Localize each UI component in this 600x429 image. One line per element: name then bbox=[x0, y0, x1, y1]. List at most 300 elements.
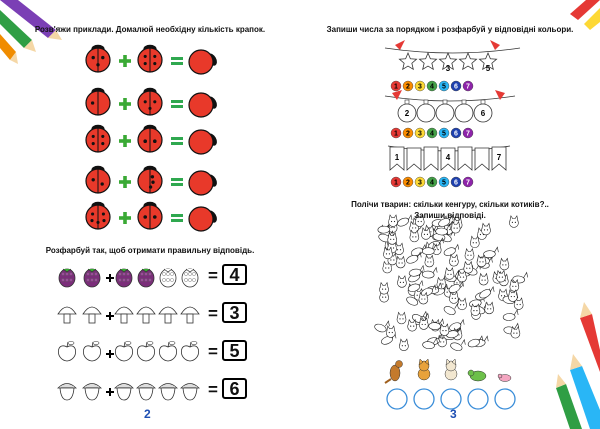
ladybug-equation-row bbox=[86, 88, 219, 117]
animals-instruction-line1: Полічи тварин: скільки кенгуру, скільки котиків?.. bbox=[351, 200, 549, 209]
animal-answer-circle[interactable] bbox=[441, 389, 461, 409]
ladybug-spot bbox=[144, 62, 147, 65]
ladybug-spot bbox=[102, 212, 105, 215]
animal-counting-picture bbox=[374, 215, 528, 352]
ladybug-answer-icon bbox=[189, 207, 219, 231]
animal-ear bbox=[514, 310, 518, 315]
cat-eye bbox=[501, 295, 502, 296]
color-key-number: 4 bbox=[430, 130, 434, 138]
kangaroo-outline-icon bbox=[443, 304, 459, 317]
acorn-icon bbox=[159, 384, 177, 401]
kangaroo-outline-icon bbox=[483, 247, 498, 258]
banner-flag-icon bbox=[407, 148, 421, 170]
berry-seed bbox=[144, 278, 147, 281]
ladybug-equation-row bbox=[86, 125, 219, 154]
mushroom-stem bbox=[165, 314, 171, 323]
cat-eye bbox=[427, 234, 428, 235]
ladybug-spot bbox=[144, 55, 147, 58]
cat-eye bbox=[385, 289, 386, 290]
cat-outline-icon bbox=[496, 271, 505, 283]
pencils-bottom-right-icon bbox=[556, 302, 600, 429]
berry-seed bbox=[69, 272, 72, 275]
berry-seed bbox=[166, 278, 169, 281]
cat-eye bbox=[520, 304, 521, 305]
berry-seed bbox=[162, 272, 165, 275]
berry-seed bbox=[86, 272, 89, 275]
apple-body bbox=[58, 346, 75, 361]
equals-sign bbox=[171, 105, 183, 108]
berry-icon bbox=[160, 269, 176, 287]
cat-eye bbox=[412, 227, 413, 228]
banner-flag-icon bbox=[424, 147, 438, 170]
coloring-row bbox=[58, 307, 199, 323]
acorn-cap bbox=[58, 384, 76, 389]
berry-seed bbox=[122, 272, 125, 275]
cat-eye bbox=[413, 326, 414, 327]
equals-sign bbox=[171, 137, 183, 140]
cat-eye bbox=[484, 229, 485, 230]
kangaroo-head bbox=[396, 361, 403, 368]
mushroom-stem bbox=[187, 314, 193, 323]
ladybug-equation-row bbox=[86, 45, 219, 74]
cat-eye bbox=[516, 333, 517, 334]
color-key-number: 7 bbox=[466, 130, 470, 138]
cat-eye bbox=[391, 221, 392, 222]
acorn-cap bbox=[115, 384, 133, 389]
color-key-number: 5 bbox=[442, 130, 446, 138]
ladybug-spot bbox=[101, 142, 104, 145]
cat-eye bbox=[435, 249, 436, 250]
kangaroo-icon bbox=[385, 361, 403, 384]
cat-outline-icon bbox=[408, 320, 417, 331]
ladybug-spot bbox=[102, 219, 105, 222]
cat-outline-icon bbox=[425, 255, 434, 267]
berry-seed bbox=[126, 278, 129, 281]
cat-eye bbox=[457, 228, 458, 229]
color-key-number: 3 bbox=[418, 179, 422, 187]
mouse-ear bbox=[498, 374, 502, 378]
ornament-number: 2 bbox=[404, 109, 410, 118]
animal-ear bbox=[490, 287, 494, 292]
ornament-icon bbox=[455, 104, 473, 122]
banner-flag-icon bbox=[475, 148, 489, 170]
acorn-body bbox=[183, 388, 197, 400]
apple-leaf bbox=[125, 342, 131, 345]
color-key-number: 4 bbox=[430, 179, 434, 187]
berry-seed bbox=[61, 278, 64, 281]
acorn-body bbox=[139, 388, 153, 400]
ladybug-answer-icon bbox=[189, 130, 219, 154]
acorn-body bbox=[117, 388, 131, 400]
ladybug-spot bbox=[153, 55, 156, 58]
berry-seed bbox=[184, 272, 187, 275]
garlands bbox=[385, 40, 520, 187]
color-key-number: 7 bbox=[466, 83, 470, 91]
equals-sign bbox=[171, 100, 183, 103]
animal-answer-circle[interactable] bbox=[468, 389, 488, 409]
cat-outline-icon bbox=[508, 290, 517, 302]
animal-ear bbox=[524, 272, 528, 277]
cat-eye bbox=[460, 276, 461, 277]
animal-body bbox=[374, 323, 388, 334]
cat-outline-icon bbox=[449, 292, 458, 304]
berry-seed bbox=[140, 278, 143, 281]
cat-eye bbox=[389, 332, 390, 333]
color-key-number: 6 bbox=[454, 83, 458, 91]
animal-ear bbox=[420, 266, 424, 271]
ladybug-spot bbox=[91, 212, 94, 215]
color-key-number: 1 bbox=[394, 130, 398, 138]
apple-leaf bbox=[147, 342, 153, 345]
ladybug-spot bbox=[96, 63, 99, 66]
ladybug-spot bbox=[91, 101, 94, 104]
acorn-icon bbox=[115, 384, 133, 401]
color-key-number: 6 bbox=[454, 179, 458, 187]
plus-sign bbox=[109, 274, 111, 282]
equals-sign bbox=[171, 214, 183, 217]
ladybug-body bbox=[189, 130, 213, 154]
cat-eye bbox=[470, 255, 471, 256]
ladybug-body bbox=[189, 50, 213, 74]
animals-instruction-line2: Запиши відповіді. bbox=[414, 211, 486, 220]
mushroom-stem bbox=[143, 314, 149, 323]
cat-eye bbox=[393, 259, 394, 260]
ladybug-spot bbox=[153, 139, 157, 143]
ornament-garland bbox=[385, 90, 515, 138]
cat-eye bbox=[427, 261, 428, 262]
berry-seed bbox=[122, 278, 125, 281]
animal-body bbox=[503, 313, 515, 321]
ladybug-spot bbox=[92, 178, 95, 181]
ladybug-body bbox=[189, 207, 213, 231]
animal-body bbox=[422, 248, 434, 255]
cat-eye bbox=[393, 247, 394, 248]
cat-eye bbox=[463, 276, 464, 277]
cat-eye bbox=[430, 231, 431, 232]
ladybug-body bbox=[189, 93, 213, 117]
equals-sign-4: = bbox=[208, 380, 218, 399]
cat-eye bbox=[421, 298, 422, 299]
cat-eye bbox=[382, 297, 383, 298]
berry-seed bbox=[162, 278, 165, 281]
acorn-body bbox=[85, 388, 99, 400]
color-key-number: 3 bbox=[418, 83, 422, 91]
cat-eye bbox=[401, 262, 402, 263]
plus-sign bbox=[123, 135, 127, 147]
berry-seed bbox=[166, 272, 169, 275]
berry-seed bbox=[65, 278, 68, 281]
ladybug-answer-icon bbox=[189, 93, 219, 117]
animal-ear bbox=[419, 281, 423, 286]
animal-answer-row bbox=[385, 359, 515, 409]
cat-eye bbox=[450, 274, 451, 275]
apple-leaf bbox=[68, 342, 74, 345]
cat-eye bbox=[390, 259, 391, 260]
coloring-equations bbox=[58, 269, 199, 400]
answer-box-4[interactable]: 6 bbox=[222, 378, 247, 399]
apple-body bbox=[83, 346, 100, 361]
mouse-icon bbox=[498, 374, 511, 382]
berry-seed bbox=[118, 278, 121, 281]
apple-body bbox=[159, 346, 176, 361]
animal-ear bbox=[440, 319, 444, 324]
banner-flag-icon bbox=[458, 147, 472, 170]
plus-sign bbox=[109, 388, 111, 396]
equals-sign bbox=[171, 57, 183, 60]
animal-body bbox=[422, 271, 434, 279]
animal-ear bbox=[484, 336, 488, 341]
acorn-icon bbox=[181, 384, 199, 401]
star-number: 5 bbox=[485, 64, 491, 73]
cat-eye bbox=[481, 279, 482, 280]
plus-sign bbox=[109, 350, 111, 358]
cat-eye bbox=[440, 341, 441, 342]
garland-string bbox=[385, 96, 515, 101]
right-page bbox=[300, 0, 600, 429]
cat-eye bbox=[389, 253, 390, 254]
berry-seed bbox=[170, 272, 173, 275]
star-icon bbox=[399, 53, 416, 69]
berry-seed bbox=[192, 272, 195, 275]
cat-eye bbox=[473, 242, 474, 243]
kangaroo-outline-icon bbox=[422, 268, 437, 279]
animal-ear bbox=[460, 320, 464, 325]
cat-eye bbox=[421, 221, 422, 222]
cat-eye bbox=[447, 274, 448, 275]
ornament-cap bbox=[424, 100, 428, 104]
acorn-cap bbox=[159, 384, 177, 389]
cat-eye bbox=[479, 261, 480, 262]
ladybug-spot bbox=[143, 215, 147, 219]
equals-sign-2: = bbox=[208, 304, 218, 323]
cat-eye bbox=[385, 267, 386, 268]
ladybug-spot bbox=[148, 107, 151, 110]
cat-eye bbox=[442, 330, 443, 331]
answer-box-3[interactable]: 5 bbox=[222, 340, 247, 361]
acorn-cap bbox=[83, 384, 101, 389]
apple-icon bbox=[159, 342, 176, 362]
cat-outline-icon bbox=[445, 268, 454, 280]
kangaroo-outline-icon bbox=[512, 272, 527, 283]
cat-eye bbox=[400, 249, 401, 250]
cat-outline-icon bbox=[481, 223, 490, 235]
cat-eye bbox=[422, 324, 423, 325]
kangaroo-outline-icon bbox=[449, 340, 465, 352]
cat-eye bbox=[459, 282, 460, 283]
berry-seed bbox=[144, 272, 147, 275]
cat-eye bbox=[487, 308, 488, 309]
cat-eye bbox=[410, 326, 411, 327]
star-garland bbox=[385, 40, 520, 91]
cat-eye bbox=[512, 286, 513, 287]
kangaroo-outline-icon bbox=[448, 320, 464, 332]
ladybug-left-icon bbox=[86, 45, 110, 72]
berry-seed bbox=[118, 272, 121, 275]
ladybug-spot bbox=[144, 100, 147, 103]
ladybug-spot bbox=[96, 221, 99, 224]
cat-eye bbox=[402, 318, 403, 319]
coloring-row bbox=[58, 384, 199, 401]
berry-seed bbox=[126, 272, 129, 275]
cat-eye bbox=[480, 234, 481, 235]
ladybug-equations bbox=[86, 45, 219, 231]
ladybug-body bbox=[189, 171, 213, 195]
berry-seed bbox=[192, 278, 195, 281]
cat-outline-icon bbox=[500, 258, 509, 270]
ladybug-spot bbox=[101, 135, 104, 138]
banner-number: 7 bbox=[496, 153, 502, 162]
cat-eye bbox=[511, 296, 512, 297]
animal-body bbox=[443, 246, 457, 257]
cat-eye bbox=[484, 279, 485, 280]
ornament-cap bbox=[443, 100, 447, 104]
cat-eye bbox=[452, 261, 453, 262]
cat-eye bbox=[514, 296, 515, 297]
ladybug-middle-icon bbox=[138, 125, 162, 152]
berry-seed bbox=[148, 272, 151, 275]
apple-body bbox=[115, 346, 132, 361]
ladybug-middle-icon bbox=[138, 88, 162, 115]
cat-eye bbox=[476, 310, 477, 311]
apple-leaf bbox=[169, 342, 175, 345]
cat-eye bbox=[418, 221, 419, 222]
cat-eye bbox=[391, 227, 392, 228]
ladybug-answer-icon bbox=[189, 50, 219, 74]
cat-eye bbox=[456, 282, 457, 283]
plus-sign bbox=[123, 98, 127, 110]
mushroom-cap bbox=[83, 307, 101, 314]
ornament-icon bbox=[436, 104, 454, 122]
cat-eye bbox=[504, 295, 505, 296]
cat-eye bbox=[430, 261, 431, 262]
acorn-body bbox=[60, 388, 74, 400]
cat-eye bbox=[403, 282, 404, 283]
animal-answer-circle[interactable] bbox=[414, 389, 434, 409]
ladybug-instruction: Розв'яжи приклади. Домалюй необхідну кількість крапок. bbox=[34, 25, 266, 34]
cat-eye bbox=[505, 264, 506, 265]
animal-answer-circle[interactable] bbox=[387, 389, 407, 409]
ladybug-left-icon bbox=[86, 166, 110, 193]
cat-eye bbox=[466, 268, 467, 269]
cat-eye bbox=[425, 324, 426, 325]
cat-eye bbox=[445, 330, 446, 331]
berry-seed bbox=[69, 278, 72, 281]
berry-seed bbox=[140, 272, 143, 275]
apple-icon bbox=[58, 342, 75, 362]
cat-eye bbox=[405, 345, 406, 346]
cat-eye bbox=[385, 297, 386, 298]
ornament-number: 6 bbox=[480, 109, 486, 118]
apple-icon bbox=[83, 342, 100, 362]
answer-box-1[interactable]: 4 bbox=[222, 264, 247, 285]
cat-eye bbox=[388, 267, 389, 268]
kangaroo-outline-icon bbox=[503, 310, 518, 321]
mushroom-icon bbox=[137, 307, 155, 323]
cat-outline-icon bbox=[380, 283, 389, 295]
ladybug-middle-icon bbox=[138, 166, 162, 193]
apple-body bbox=[137, 346, 154, 361]
berry-seed bbox=[86, 278, 89, 281]
cat-eye bbox=[463, 304, 464, 305]
cat-eye bbox=[473, 310, 474, 311]
coloring-row bbox=[58, 342, 198, 362]
cat-eye bbox=[424, 298, 425, 299]
color-key-number: 6 bbox=[454, 130, 458, 138]
color-key-number: 4 bbox=[430, 83, 434, 91]
ornament-cap bbox=[405, 100, 409, 104]
cat-eye bbox=[490, 308, 491, 309]
mushroom-stem bbox=[121, 314, 127, 323]
apple-icon bbox=[181, 342, 198, 362]
coloring-instruction: Розфарбуй так, щоб отримати правильну відповідь. bbox=[45, 246, 255, 255]
ladybug-middle-icon bbox=[138, 202, 162, 229]
color-key-number: 5 bbox=[442, 83, 446, 91]
acorn-icon bbox=[137, 384, 155, 401]
mushroom-stem bbox=[89, 314, 95, 323]
cat-eye bbox=[443, 341, 444, 342]
ladybug-left-icon bbox=[86, 88, 110, 115]
mushroom-cap bbox=[58, 307, 76, 314]
answer-box-2[interactable]: 3 bbox=[222, 302, 247, 323]
animal-ear bbox=[461, 340, 465, 345]
cat-outline-icon bbox=[440, 324, 449, 336]
cat-eye bbox=[394, 221, 395, 222]
plus-sign bbox=[123, 55, 127, 67]
cat-outline-icon bbox=[464, 262, 473, 274]
acorn-icon bbox=[83, 384, 101, 401]
berry-seed bbox=[188, 272, 191, 275]
animal-body bbox=[429, 322, 441, 329]
berry-seed bbox=[148, 278, 151, 281]
cat-eye bbox=[502, 264, 503, 265]
star-number: 3 bbox=[445, 64, 451, 73]
garland-bows bbox=[395, 40, 500, 50]
ladybug-spot bbox=[143, 139, 147, 143]
equals-sign-1: = bbox=[208, 266, 218, 285]
mushroom-icon bbox=[83, 307, 101, 323]
animal-ear bbox=[385, 321, 389, 326]
cat-eye bbox=[393, 239, 394, 240]
mushroom-icon bbox=[115, 307, 133, 323]
color-key-number: 1 bbox=[394, 179, 398, 187]
ornament-cap bbox=[462, 100, 466, 104]
mushroom-icon bbox=[181, 307, 199, 323]
cat-eye bbox=[417, 295, 418, 296]
acorn-body bbox=[161, 388, 175, 400]
berry-icon bbox=[182, 269, 198, 287]
cat-eye bbox=[515, 286, 516, 287]
cat-eye bbox=[460, 304, 461, 305]
banner-number: 1 bbox=[394, 153, 400, 162]
cat-outline-icon bbox=[485, 302, 494, 314]
color-key-number: 3 bbox=[418, 130, 422, 138]
cat-outline-icon bbox=[511, 327, 520, 339]
animal-ear bbox=[433, 268, 437, 273]
berry-icon bbox=[84, 269, 100, 287]
cat-eye bbox=[438, 249, 439, 250]
cat-eye bbox=[455, 298, 456, 299]
cat-icon bbox=[418, 359, 430, 380]
cat-outline-icon bbox=[465, 249, 474, 261]
ornament-cap bbox=[481, 100, 485, 104]
cat-eye bbox=[515, 222, 516, 223]
animal-answer-circle[interactable] bbox=[495, 389, 515, 409]
coloring-row bbox=[59, 269, 198, 287]
page-number-right: 3 bbox=[450, 407, 457, 421]
cat-eye bbox=[458, 334, 459, 335]
equals-sign bbox=[171, 142, 183, 145]
mushroom-cap bbox=[137, 307, 155, 314]
